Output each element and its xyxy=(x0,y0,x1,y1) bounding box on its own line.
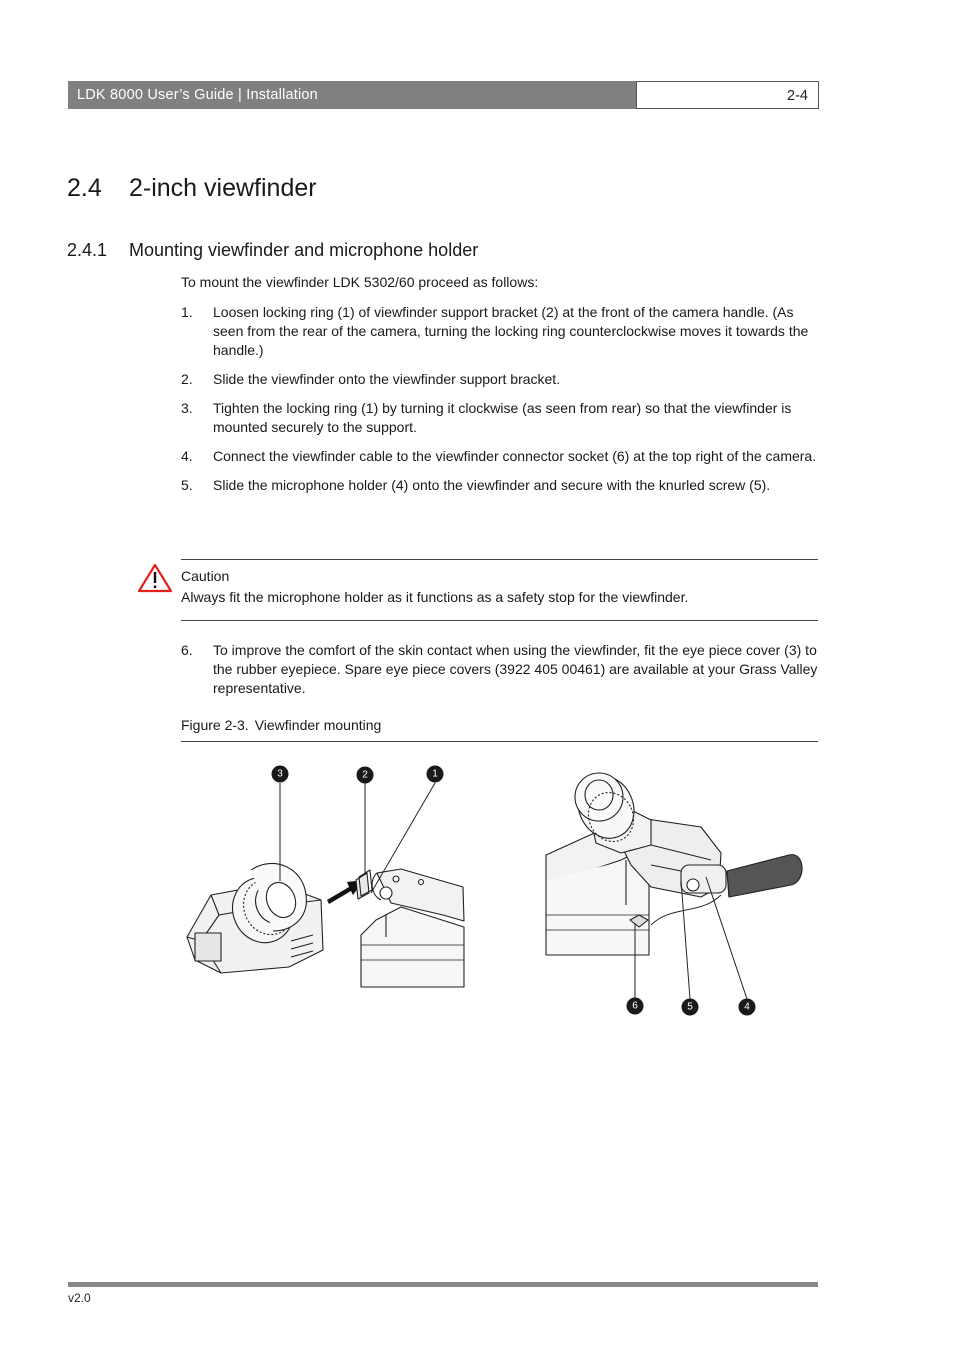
section-heading xyxy=(67,174,317,203)
footer-bar xyxy=(68,1282,818,1287)
figure-rule xyxy=(181,741,818,742)
caution-title: Caution xyxy=(181,568,230,584)
step-text: Connect the viewfinder cable to the viewfinder connector socket (6) at the top right of the camera. xyxy=(213,448,817,464)
figure-label: Figure 2-3. xyxy=(181,717,249,733)
list-item xyxy=(181,399,821,437)
list-item xyxy=(181,641,821,698)
page-number-box xyxy=(636,81,819,109)
caution-bottom-rule xyxy=(181,620,818,621)
step-number: 6. xyxy=(181,642,193,658)
callout-4: 4 xyxy=(744,1001,750,1013)
warning-triangle-icon xyxy=(137,563,173,593)
step-number: 2. xyxy=(181,371,193,387)
step-six xyxy=(181,641,821,708)
step-number: 5. xyxy=(181,477,193,493)
caution-text: Always fit the microphone holder as it functions as a safety stop for the viewfinder. xyxy=(181,589,689,605)
step-text: Slide the microphone holder (4) onto the viewfinder and secure with the knurled screw (5). xyxy=(213,477,771,493)
step-text: Tighten the locking ring (1) by turning it clockwise (as seen from rear) so that the viewfinder is mounted securely to the support. xyxy=(213,400,792,435)
intro-text: To mount the viewfinder LDK 5302/60 proceed as follows: xyxy=(181,274,539,290)
callout-3: 3 xyxy=(277,768,283,780)
subsection-heading xyxy=(67,240,478,261)
version-label: v2.0 xyxy=(68,1291,91,1305)
step-number: 4. xyxy=(181,448,193,464)
caution-top-rule xyxy=(181,559,818,560)
subsection-title: Mounting viewfinder and microphone holder xyxy=(129,240,479,260)
list-item xyxy=(181,303,821,360)
subsection-number: 2.4.1 xyxy=(67,240,108,260)
callout-5: 5 xyxy=(687,1001,693,1013)
figure-caption-text: Viewfinder mounting xyxy=(254,717,382,733)
step-text: To improve the comfort of the skin contact when using the viewfinder, fit the eye piece cover (3) to the rubber eyepiece. Spare eye piece covers (3922 405 00461) are available at your Grass Valley representative. xyxy=(213,642,818,696)
section-number: 2.4 xyxy=(67,174,102,202)
list-item xyxy=(181,370,821,389)
steps-list xyxy=(181,303,821,505)
callout-2: 2 xyxy=(362,769,368,781)
callout-1: 1 xyxy=(432,768,438,780)
step-text: Loosen locking ring (1) of viewfinder support bracket (2) at the front of the camera handle. (As seen from the rear of the camera, turning the locking ring counterclockwise moves it towards the handle.) xyxy=(213,304,809,358)
list-item xyxy=(181,447,821,466)
callout-6: 6 xyxy=(632,1000,638,1012)
figure-caption xyxy=(181,717,381,733)
step-number: 1. xyxy=(181,304,193,320)
list-item xyxy=(181,476,821,495)
step-number: 3. xyxy=(181,400,193,416)
step-text: Slide the viewfinder onto the viewfinder support bracket. xyxy=(213,371,561,387)
header-bar xyxy=(68,81,636,109)
viewfinder-mounting-illustration xyxy=(181,755,818,1025)
document-title: LDK 8000 User’s Guide | Installation xyxy=(77,87,318,103)
page-number: 2-4 xyxy=(787,88,808,104)
section-title: 2-inch viewfinder xyxy=(129,174,317,202)
